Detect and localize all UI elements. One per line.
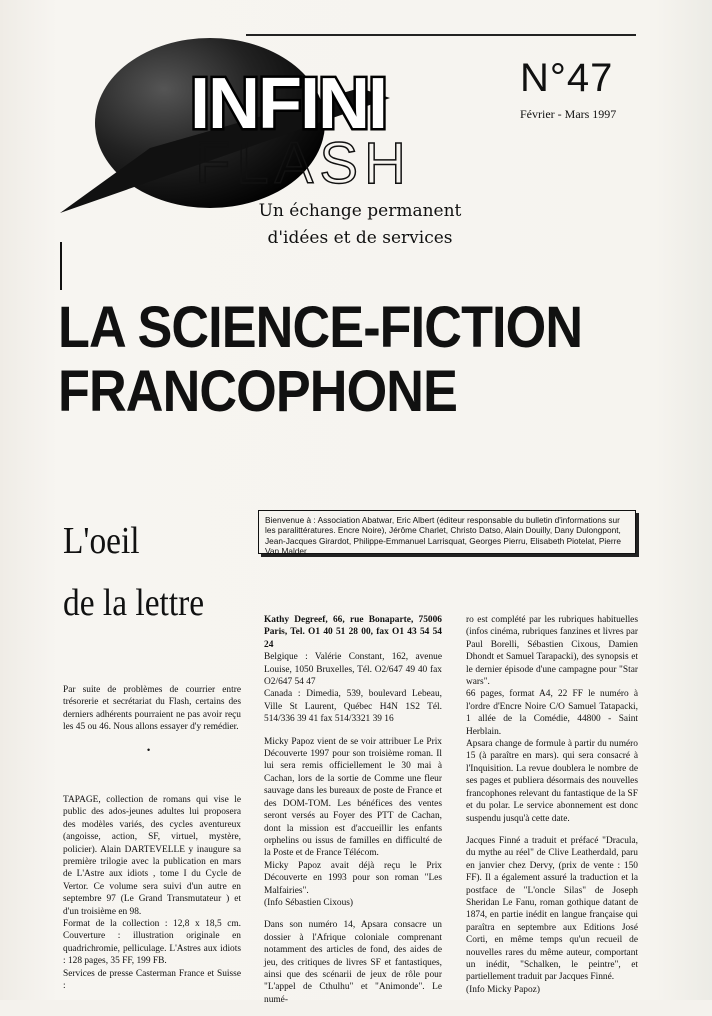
- tagline: [240, 198, 480, 252]
- apsara-paragraph: Dans son numéro 14, Apsara consacre un dossier à l'Afrique coloniale comprenant notamment des articles de fond, des aides de jeu, des critiques de livres SF et fantastiques, ainsi que des scénarii de jeux de rôle pour "L'appel de Cthulhu" et "Animonde". Le numé-: [264, 920, 442, 1005]
- tapage-paragraph-1: TAPAGE, collection de romans qui vise le public des ados-jeunes adultes lui proposera des modèles variés, des cycles aventureux (angoisse, action, SF, virtuel, mystère, policier). Alain DARTEVELLE y inaugure sa première trilogie avec la publication en mars de L'Astre aux idiots , tome I du Cycle de Vertor. Ce volume sera suivi d'un autre en septembre 97 (Le Grand Transmutateur ) et d'un troisième en 98.: [63, 795, 241, 917]
- papoz-paragraph: Micky Papoz vient de se voir attribuer Le Prix Découverte 1997 pour son troisième roman. Il lui sera remis officiellement le 30 mai à Cachan, lors de la sortie de Comme une fleur sauvage dans les bureaux de poste de France et des DOM-TOM. Les bénéfices des ventes seront versés au Foyer des PTT de Cachan, dont la mission est d'accueillir les enfants orphelins ou issus de familles en difficulté de la Poste et de France Télécom.: [264, 736, 442, 859]
- papoz-paragraph-2: Micky Papoz avait déjà reçu le Prix Découverte en 1993 pour son roman "Les Malfairies".: [264, 860, 442, 896]
- tapage-paragraph-3: Services de presse Casterman France et Suisse :: [63, 968, 241, 992]
- issue-number: N°47: [520, 56, 614, 100]
- main-headline: [58, 296, 582, 424]
- middle-column: [264, 614, 442, 1016]
- welcome-box: Bienvenue à : Association Abatwar, Eric Albert (éditeur responsable du bulletin d'informations sur les paralittératures. Encre Noire), Jérôme Charlet, Christo Datso, Alain Douilly, Dany Dulongpont, Jean-Jacques Girardot, Philippe-Emmanuel Larrisquat, Georges Pierru, Elisabeth Piotelat, Pierre Van Malder.: [258, 510, 636, 554]
- section-title-line-2: de la lettre: [63, 582, 205, 624]
- intro-paragraph: Par suite de problèmes de courrier entre trésorerie et secrétariat du Flash, certains des derniers adhérents pourraient ne pas avoir reçu les 45 ou 46. Nous allons essayer d'y remédier.: [63, 685, 241, 733]
- section-title-line-1: L'oeil: [63, 520, 140, 562]
- right-column: [466, 614, 638, 1006]
- apsara-change: Apsara change de formule à partir du numéro 15 (à paraître en mars). qui sera consacré à l'Inquisition. La revue doublera le nombre de ses pages et publiera désormais des nouvelles francophones relevant du fantastique de la SF et du polar. Le service abonnement est donc suspendu jusqu'à cette date.: [466, 739, 638, 824]
- finne-source: (Info Micky Papoz): [466, 984, 540, 995]
- logo-title-bottom: FLASH: [195, 131, 412, 196]
- papoz-source: (Info Sébastien Cixous): [264, 897, 354, 908]
- left-column-tapage: [63, 794, 241, 1003]
- headline-line-1: LA SCIENCE-FICTION: [58, 295, 583, 360]
- apsara-format: 66 pages, format A4, 22 FF le numéro à l'ordre d'Encre Noire C/O Samuel Tatapacki, 1 allée de la Comédie, 44800 - Saint Herblain.: [466, 689, 638, 737]
- tagline-line-1: Un échange permanent: [258, 201, 462, 221]
- apsara-continued: ro est complété par les rubriques habituelles (infos cinéma, rubriques fanzines et livres par Paul Borelli, Sébastien Cixous, Damien Dhondt et Samuel Tarapacki), des synopsis et le dernier épisode d'une campagne pour "Star wars".: [466, 615, 638, 688]
- finne-paragraph: Jacques Finné a traduit et préfacé "Dracula, du mythe au réel" de Clive Leatherdald, paru en janvier chez Dervy, (prix de vente : 150 FF). Il a également assuré la traduction et la postface de "L'oncle Silas" de Joseph Sheridan Le Fanu, roman gothique datant de 1874, en partie inédit en langue française qui paraîtra en septembre aux Editions José Corti, en même temps qu'un recueil de nouvelles rares du même auteur, comportant un inédit, "Schalken, le peintre", et partiellement traduit par Jacques Finné.: [466, 835, 638, 983]
- left-column-intro: [63, 684, 241, 744]
- headline-line-2: FRANCOPHONE: [58, 359, 458, 424]
- tapage-paragraph-2: Format de la collection : 12,8 x 18,5 cm. Couverture : illustration originale en quadrichromie, pelliculage. L'Astres aux idiots : 128 pages, 35 FF, 199 FB.: [63, 919, 241, 967]
- separator-bullet: •: [147, 745, 151, 755]
- infini-flash-logo: [60, 28, 480, 218]
- logo-title-top: INFINI: [190, 64, 386, 144]
- press-contact-france: Kathy Degreef, 66, rue Bonaparte, 75006 Paris, Tel. O1 40 51 28 00, fax O1 43 54 54 24: [264, 615, 442, 650]
- section-title: [63, 510, 204, 634]
- tagline-line-2: d'idées et de services: [267, 228, 453, 248]
- press-contact-belgium: Belgique : Valérie Constant, 162, avenue Louise, 1050 Bruxelles, Tél. O2/647 49 40 fax O2/647 54 47: [264, 652, 442, 688]
- tagline-rule: [60, 242, 62, 290]
- issue-date: Février - Mars 1997: [520, 107, 617, 121]
- press-contact-canada: Canada : Dimedia, 539, boulevard Lebeau, Ville St Laurent, Québec H4N 1S2 Tél. 514/336 39 41 fax 514/3321 39 16: [264, 689, 442, 725]
